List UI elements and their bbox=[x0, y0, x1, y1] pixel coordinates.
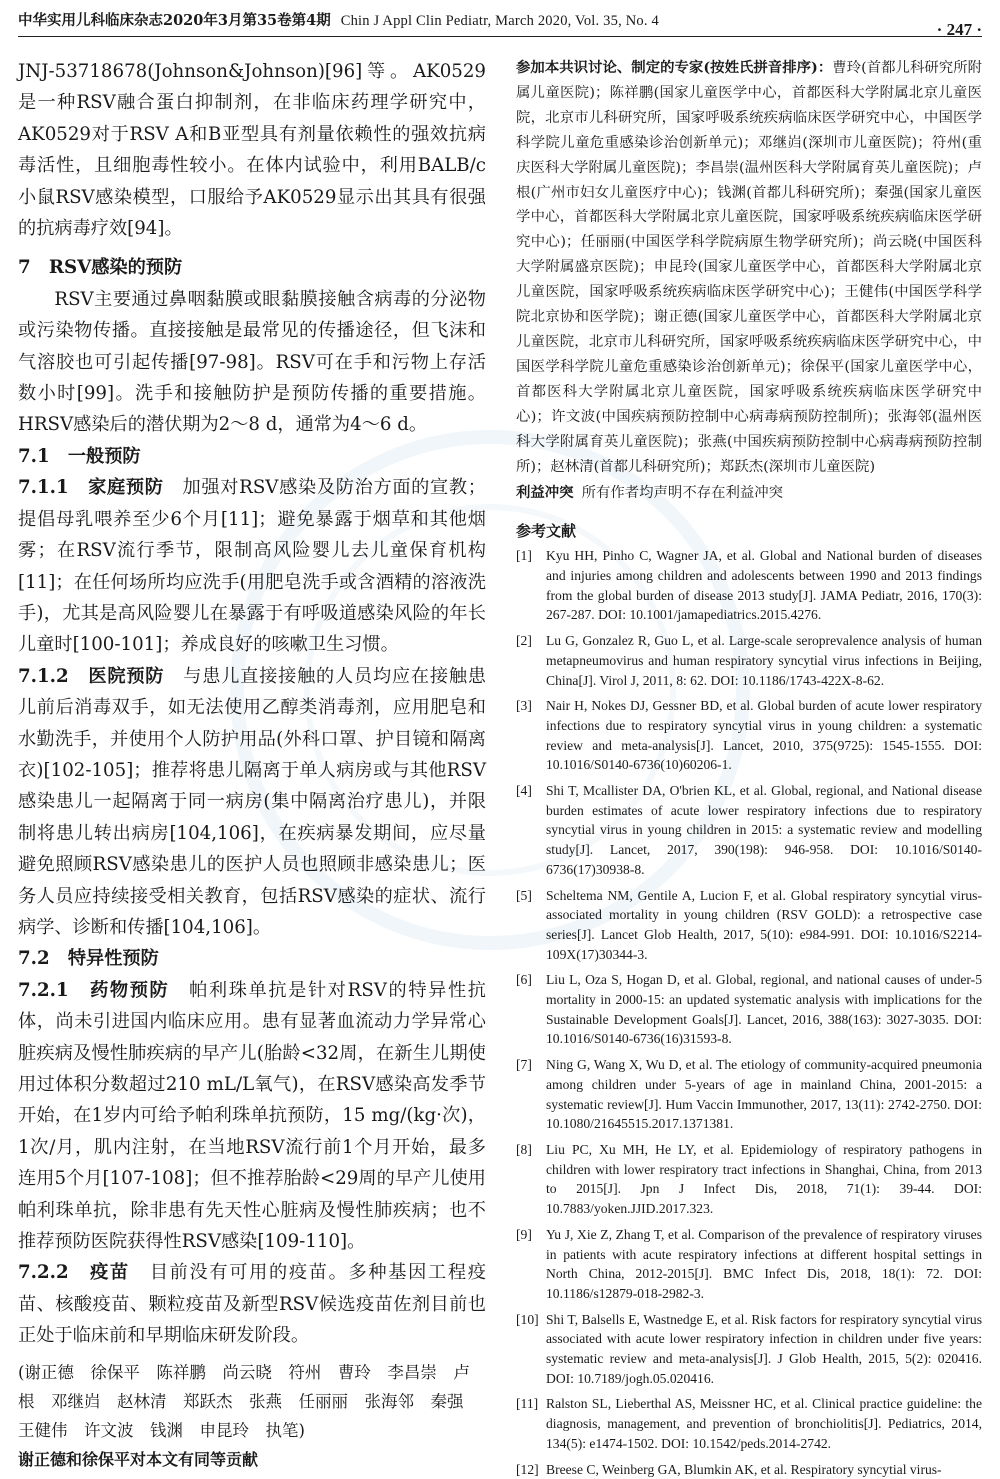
reference-text: Liu PC, Xu MH, He LY, et al. Epidemiology of respiratory pathogens in children with lower respiratory tract infections in Shanghai, China, from 2013 to 2015[J]. Jpn J Infect Dis, 2018, 71(1): 39-44. DOI: 10.7883/yoken.JJID.2017.323. bbox=[546, 1142, 982, 1217]
reference-item bbox=[516, 1310, 982, 1389]
section-7-1-title: 7.1 一般预防 bbox=[18, 445, 141, 467]
reference-number: [3] bbox=[516, 698, 532, 714]
reference-text: Lu G, Gonzalez R, Guo L, et al. Large-scale seroprevalence analysis of human metapneumovirus and human respiratory syncytial virus infections in Beijing, China[J]. Virol J, 2011, 8: 62. DOI: 10.1186/1743-422X-8-62. bbox=[546, 633, 982, 688]
journal-name-cn: 中华实用儿科临床杂志2020年3月第35卷第4期 bbox=[18, 12, 331, 29]
conflict-of-interest bbox=[516, 481, 982, 506]
reference-item bbox=[516, 546, 982, 625]
reference-text: Ralston SL, Lieberthal AS, Meissner HC, et al. Clinical practice guideline: the diagnosis, management, and prevention of bronchiolitis[J]. Pediatrics, 2014, 134(5): e1474-1502. DOI: 10.1542/peds.2014-2742. bbox=[546, 1396, 982, 1451]
experts-paragraph bbox=[516, 56, 982, 479]
section-7-1-1-text: 加强对RSV感染及防治方面的宣教；提倡母乳喂养至少6个月[11]；避免暴露于烟草和其他烟雾；在RSV流行季节，限制高风险婴儿去儿童保育机构[11]；在任何场所均应洗手(用肥皂洗手或含酒精的溶液洗手)，尤其是高风险婴儿在暴露于有呼吸道感染风险的年长儿童时[100-101]；养成良好的咳嗽卫生习惯。 bbox=[18, 477, 486, 656]
section-7-2-1-text: 帕利珠单抗是针对RSV的特异性抗体，尚未引进国内临床应用。患有显著血流动力学异常心脏疾病及慢性肺疾病的早产儿(胎龄<32周，在新生儿期使用过体积分数超过210 mL/L氧气)，在RSV感染高发季节开始，在1岁内可给予帕利珠单抗预防，15 mg/(kg·次)，1次/月，肌内注射，在当地RSV流行前1个月开始，最多连用5个月[107-108]；但不推荐胎龄<29周的早产儿使用帕利珠单抗，除非患有先天性心脏病及慢性肺疾病；也不推荐预防医院获得性RSV感染[109-110]。 bbox=[18, 979, 486, 1253]
reference-item bbox=[516, 1460, 982, 1479]
reference-item bbox=[516, 1140, 982, 1219]
experts-text: 曹玲(首都儿科研究所附属儿童医院)；陈祥鹏(国家儿童医学中心，首都医科大学附属北京儿童医院，北京市儿科研究所，国家呼吸系统疾病临床医学研究中心，中国医学科学院儿童危重感染诊治创新单元)；邓继岿(深圳市儿童医院)；符州(重庆医科大学附属儿童医院)；李昌崇(温州医科大学附属育英儿童医院)；卢根(广州市妇女儿童医疗中心)；钱渊(首都儿科研究所)；秦强(国家儿童医学中心，首都医科大学附属北京儿童医院，国家呼吸系统疾病临床医学研究中心)；任丽丽(中国医学科学院病原生物学研究所)；尚云晓(中国医科大学附属盛京医院)；申昆玲(国家儿童医学中心，首都医科大学附属北京儿童医院，国家呼吸系统疾病临床医学研究中心)；王健伟(中国医学科学院北京协和医学院)；谢正德(国家儿童医学中心，首都医科大学附属北京儿童医院，北京市儿科研究所，国家呼吸系统疾病临床医学研究中心，中国医学科学院儿童危重感染诊治创新单元)；徐保平(国家儿童医学中心，首都医科大学附属北京儿童医院，国家呼吸系统疾病临床医学研究中心)；许文波(中国疾病预防控制中心病毒病预防控制所)；张海邻(温州医科大学附属育英儿童医院)；张燕(中国疾病预防控制中心病毒病预防控制所)；赵林清(首都儿科研究所)；郑跃杰(深圳市儿童医院) bbox=[516, 60, 982, 475]
reference-item bbox=[516, 696, 982, 775]
section-7-2-1-title: 7.2.1 药物预防 bbox=[18, 979, 170, 1001]
reference-number: [11] bbox=[516, 1396, 539, 1412]
journal-citation bbox=[18, 6, 659, 36]
section-7-1-2-text: 与患儿直接接触的人员均应在接触患儿前后消毒双手，如无法使用乙醇类消毒剂，应用肥皂和水勤洗手，并使用个人防护用品(外科口罩、护目镜和隔离衣)[102-105]；推荐将患儿隔离于单人病房或与其他RSV感染患儿一起隔离于同一病房(集中隔离治疗患儿)，并限制将患儿转出病房[104,106]，在疾病暴发期间，应尽量避免照顾RSV感染患儿的医护人员也照顾非感染患儿；医务人员应持续接受相关教育，包括RSV感染的症状、流行病学、诊断和传播[104,106]。 bbox=[18, 665, 486, 938]
reference-text: Kyu HH, Pinho C, Wagner JA, et al. Global and National burden of diseases and injuries among children and adolescents between 1990 and 2013 findings from the global burden of disease 2013 study[J]. JAMA Pediatr, 2016, 170(3): 267-287. DOI: 10.1001/jamapediatrics.2015.4276. bbox=[546, 548, 982, 623]
section-7-title: 7 RSV感染的预防 bbox=[18, 257, 183, 279]
reference-number: [2] bbox=[516, 633, 532, 649]
running-header bbox=[18, 6, 982, 37]
section-7-1-1 bbox=[18, 472, 486, 660]
reference-text: Breese C, Weinberg GA, Blumkin AK, et al. Respiratory syncytial virus- bbox=[546, 1461, 942, 1477]
section-7-2-2-title: 7.2.2 疫苗 bbox=[18, 1262, 130, 1284]
reference-text: Yu J, Xie Z, Zhang T, et al. Comparison of the prevalence of respiratory viruses in patients with acute respiratory infections at different hospital settings in North China, 2012-2015[J]. BMC Infect Dis, 2018, 18(1): 72. DOI: 10.1186/s12879-018-2982-3. bbox=[546, 1226, 982, 1301]
section-7-1-2-title: 7.1.2 医院预防 bbox=[18, 665, 165, 687]
section-7-paragraph: RSV主要通过鼻咽黏膜或眼黏膜接触含病毒的分泌物或污染物传播。直接接触是最常见的传播途径，但飞沫和气溶胶也可引起传播[97-98]。RSV可在手和污物上存活数小时[99]。洗手和接触防护是预防传播的重要措施。HRSV感染后的潜伏期为2～8 d，通常为4～6 d。 bbox=[18, 288, 486, 436]
journal-name-en: Chin J Appl Clin Pediatr, March 2020, Vol. 35, No. 4 bbox=[340, 13, 659, 29]
section-7-1-1-title: 7.1.1 家庭预防 bbox=[18, 477, 164, 499]
reference-number: [10] bbox=[516, 1311, 539, 1327]
equal-contribution-note: 谢正德和徐保平对本文有同等贡献 bbox=[18, 1449, 259, 1469]
reference-text: Scheltema NM, Gentile A, Lucion F, et al. Global respiratory syncytial virus-associated mortality in young children (RSV GOLD): a retrospective case series[J]. Lancet Glob Health, 2017, 5(10): e984-991. DOI: 10.1016/S2214-109X(17)30344-3. bbox=[546, 887, 982, 962]
reference-text: Shi T, Mcallister DA, O'brien KL, et al. Global, regional, and National disease burden estimates of acute lower respiratory infections due to respiratory syncytial virus in young children in 2015: a systematic review and modelling study[J]. Lancet, 2017, 390(198): 946-958. DOI: 10.1016/S0140-6736(17)30938-8. bbox=[546, 783, 982, 877]
reference-number: [8] bbox=[516, 1142, 532, 1157]
section-7-2-1 bbox=[18, 975, 486, 1258]
reference-text: Ning G, Wang X, Wu D, et al. The etiology of community-acquired pneumonia among children under 5-years of age in mainland China, 2001-2015: a systematic review[J]. Hum Vaccin Immunother, 2017, 13(11): 2742-2750. DOI: 10.1080/21645515.2017.1371381. bbox=[546, 1057, 982, 1132]
reference-item bbox=[516, 1055, 982, 1134]
reference-item bbox=[516, 631, 982, 690]
reference-number: [1] bbox=[516, 548, 532, 564]
reference-text: Shi T, Balsells E, Wastnedge E, et al. Risk factors for respiratory syncytial virus associated with acute lower respiratory infection in children under five years: systematic review and meta-analysis[J]. J Glob Health, 2015, 5(2): 020416. DOI: 10.7189/jogh.05.020416. bbox=[546, 1311, 982, 1386]
reference-item bbox=[516, 970, 982, 1049]
reference-number: [9] bbox=[516, 1226, 532, 1242]
reference-list bbox=[516, 546, 982, 1479]
section-7-2-title: 7.2 特异性预防 bbox=[18, 948, 159, 970]
coi-text: 所有作者均声明不存在利益冲突 bbox=[581, 485, 784, 502]
left-column bbox=[18, 56, 486, 1469]
reference-text: Nair H, Nokes DJ, Gessner BD, et al. Global burden of acute lower respiratory infections due to respiratory syncytial virus in young children: a systematic review and meta-analysis[J]. Lancet, 2010, 375(9725): 1545-1555. DOI: 10.1016/S0140-6736(10)60206-1. bbox=[546, 698, 982, 773]
experts-lead: 参加本共识讨论、制定的专家(按姓氏拼音排序)： bbox=[516, 59, 833, 76]
reference-item bbox=[516, 781, 982, 880]
coi-lead: 利益冲突 bbox=[516, 484, 574, 502]
reference-number: [4] bbox=[516, 783, 532, 799]
reference-item bbox=[516, 1225, 982, 1304]
reference-number: [5] bbox=[516, 887, 532, 903]
right-column bbox=[516, 56, 982, 1477]
reference-number: [7] bbox=[516, 1057, 532, 1073]
reference-number: [12] bbox=[516, 1461, 539, 1477]
intro-paragraph: JNJ-53718678(Johnson&Johnson)[96]等。AK0529是一种RSV融合蛋白抑制剂，在非临床药理学研究中，AK0529对于RSV A和B亚型具有剂量依赖性的强效抗病毒活性，且细胞毒性较小。在体内试验中，利用BALB/c小鼠RSV感染模型，口服给予AK0529显示出其具有很强的抗病毒疗效[94]。 bbox=[18, 61, 486, 240]
section-7-2-2 bbox=[18, 1257, 486, 1351]
reference-item bbox=[516, 1394, 982, 1453]
section-7-2-2-text: 目前没有可用的疫苗。多种基因工程疫苗、核酸疫苗、颗粒疫苗及新型RSV候选疫苗佐剂目前也正处于临床前和早期临床研发阶段。 bbox=[18, 1262, 486, 1347]
reference-item bbox=[516, 886, 982, 965]
reference-text: Liu L, Oza S, Hogan D, et al. Global, regional, and national causes of under-5 mortality in 2000-15: an updated systematic analysis with implications for the Sustainable Development Goals[J]. Lancet, 2016, 388(163): 3027-3035. DOI: 10.1016/S0140-6736(16)31593-8. bbox=[546, 972, 982, 1047]
reference-number: [6] bbox=[516, 972, 532, 988]
contributors-list: (谢正德 徐保平 陈祥鹏 尚云晓 符州 曹玲 李昌崇 卢根 邓继岿 赵林清 郑跃杰 张燕 任丽丽 张海邻 秦强 王健伟 许文波 钱渊 申昆玲 执笔) bbox=[18, 1362, 480, 1440]
references-title: 参考文献 bbox=[516, 522, 577, 541]
page-number: · 247 · bbox=[936, 20, 982, 39]
section-7-1-2 bbox=[18, 661, 486, 944]
